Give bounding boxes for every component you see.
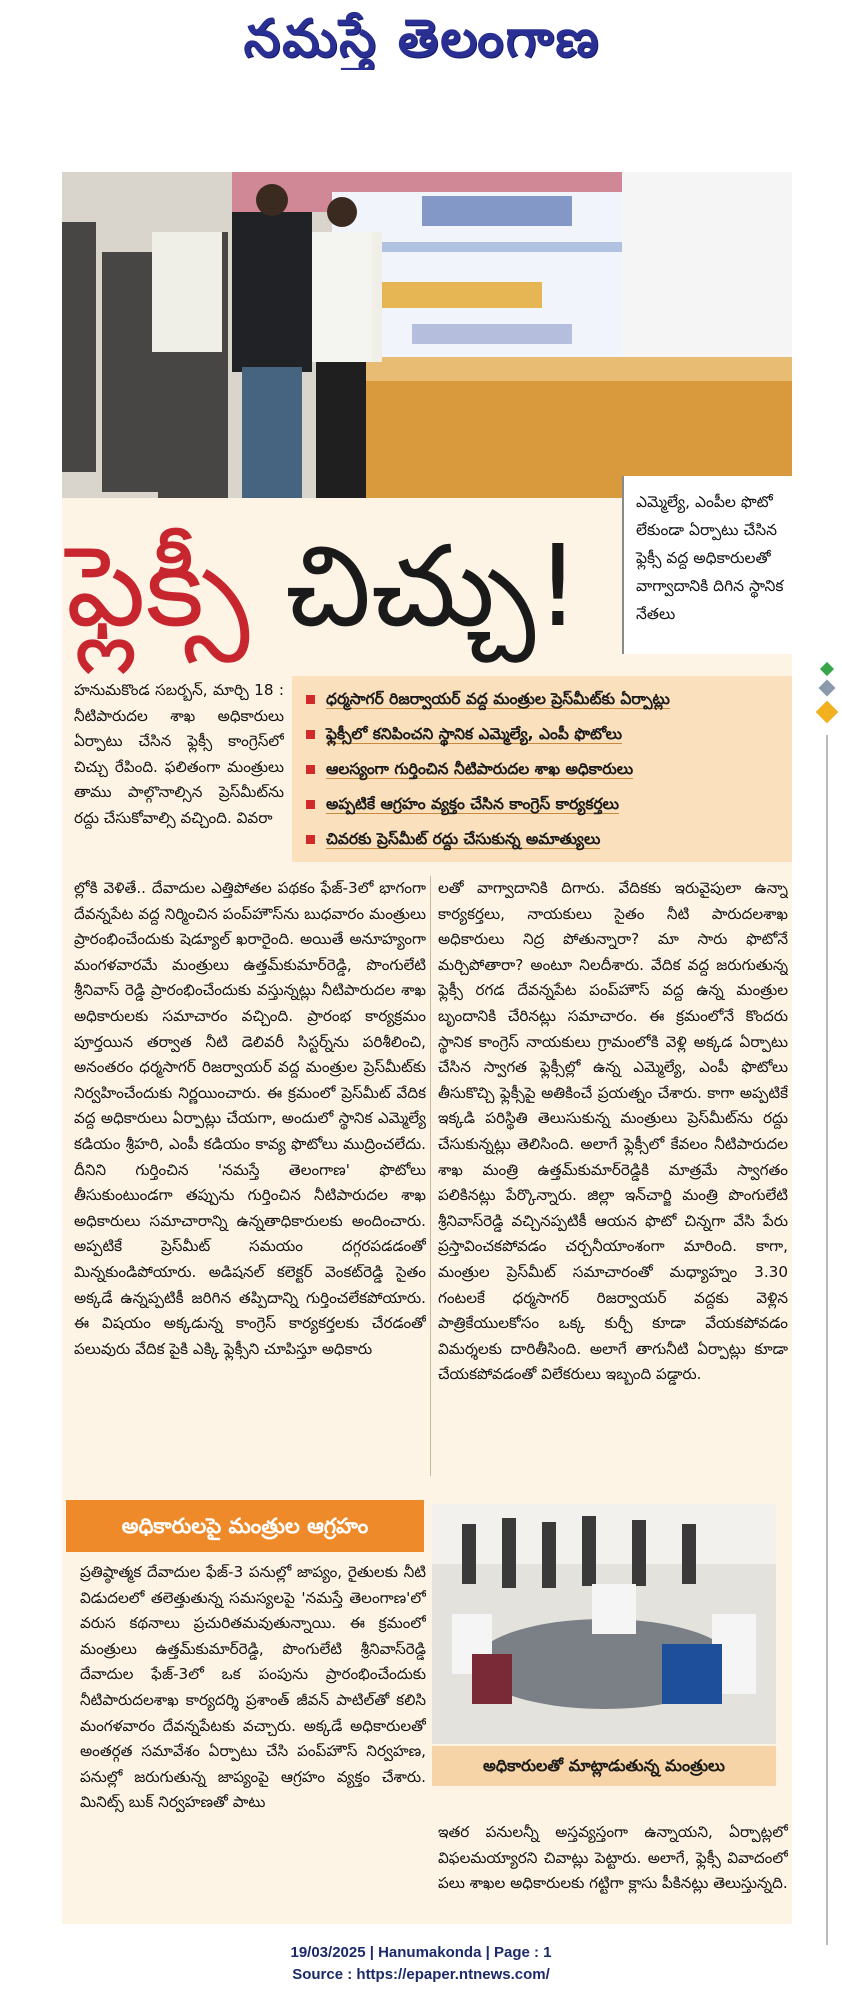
green-diamond-icon [820, 662, 834, 676]
sub-article-text: ప్రతిష్ఠాత్మక దేవాదుల ఫేజ్-3 పనుల్లో జాప్యం, రైతులకు నీటి విడుదలలో తలెత్తుతున్న సమస్యలపై 'నమస్తే తెలంగాణ'లో వరుస కథనాలు ప్రచురితమవుతున్నాయి. ఈ క్రమంలో మంత్రులు ఉత్తమ్‌కుమార్‌రెడ్డి, పొంగులేటి శ్రీనివాస్‌రెడ్డి దేవాదుల ఫేజ్-3లో ఒక పంపును ప్రారంభించేందుకు నీటిపారుదలశాఖ కార్యదర్శి ప్రశాంత్ జీవన్ పాటిల్‌తో కలిసి మంగళవారం దేవన్నపేటకు వచ్చారు. అక్కడే అధికారులతో అంతర్గత సమావేశం ఏర్పాటు చేసి పంప్‌హౌస్ నిర్వహణ, పనుల్లో జరుగుతున్న జాప్యంపై ఆగ్రహం వ్యక్తం చేశారు. మినిట్స్ బుక్ నిర్వహణతో పాటు [80, 1563, 426, 1812]
footer-source-link[interactable]: Source : https://epaper.ntnews.com/ [292, 1966, 550, 1983]
highlights-box [292, 676, 792, 862]
masthead [0, 0, 842, 90]
highlight-item: చివరకు ప్రెస్‌మీట్ రద్దు చేసుకున్న అమాత్యులు [304, 822, 782, 857]
photo-caption-top: ఎమ్మెల్యే, ఎంపీల ఫొటో లేకుండా ఏర్పాటు చేసిన ఫ్లెక్సీ వద్ద అధికారులతో వాగ్వాదానికి దిగిన స్థానిక నేతలు [622, 476, 794, 654]
top-news-photo [62, 172, 792, 498]
footer-date-edition: 19/03/2025 | Hanumakonda | Page : 1 [290, 1944, 552, 1961]
meeting-photo-caption: అధికారులతో మాట్లాడుతున్న మంత్రులు [432, 1746, 776, 1786]
article-text-column-left: ల్లోకి వెళితే.. దేవాదుల ఎత్తిపోతల పథకం ఫేజ్-3లో భాగంగా దేవన్నపేట వద్ద నిర్మించిన పంప్‌హౌస్‌ను బుధవారం మంత్రులు ప్రారంభించేందుకు షెడ్యూల్ ఖరారైంది. అయితే అనూహ్యంగా మంగళవారమే మంత్రులు ఉత్తమ్‌కుమార్‌రెడ్డి, పొంగులేటి శ్రీనివాస్ రెడ్డి ప్రారంభించేందుకు వస్తున్నట్లు నీటిపారుదల శాఖ అధికారులకు సమాచారం వచ్చింది. ప్రారంభ కార్యక్రమం పూర్తయిన తర్వాత నీటి డెలివరీ సిస్టర్న్‌ను పరిశీలించి, అనంతరం ధర్మసాగర్ రిజర్వాయర్ వద్ద మంత్రుల ప్రెస్‌మీట్‌కు నిర్వహించేందుకు నిర్ణయించారు. ఈ క్రమంలో ప్రెస్‌మీట్ వేదిక వద్ద అధికారులు ఏర్పాట్లు చేయగా, అందులో స్థానిక ఎమ్మెల్యే కడియం శ్రీహరి, ఎంపీ కడియం కావ్య ఫొటోలు ముద్రించలేదు. దీనిని గుర్తించిన 'నమస్తే తెలంగాణ' ఫొటోలు తీసుకుంటుండగా తప్పును గుర్తించిన నీటిపారుదల శాఖ అధికారులు సమాచారాన్ని ఉన్నతాధికారులకు అందించారు. అప్పటికే ప్రెస్‌మీట్ సమయం దగ్గరపడడంతో మిన్నకుండిపోయారు. అడిషనల్ కలెక్టర్ వెంకట్‌రెడ్డి సైతం అక్కడే ఉన్నప్పటికీ జరిగిన తప్పిదాన్ని గుర్తించలేకపోయారు. ఈ విషయం అక్కడున్న కాంగ్రెస్ కార్యకర్తలకు చేరడంతో పలువురు వేదిక పైకి ఎక్కి ఫ్లెక్సీని చూపిస్తూ అధికారు [74, 879, 426, 1358]
newspaper-title: నమస్తే తెలంగాణ [243, 8, 601, 69]
article-text-column-right: లతో వాగ్వాదానికి దిగారు. వేదికకు ఇరువైపులా ఉన్నా కార్యకర్తలు, నాయకులు సైతం నీటి పారుదలశాఖ అధికారులు నిద్ర పోతున్నారా? మా సారు ఫొటోనే మర్చిపోతారా? అంటూ నిలదీశారు. వేదిక వద్ద జరుగుతున్న ఫ్లెక్సీ రగడ దేవన్నపేట పంప్‌హౌస్ వద్ద ఉన్న మంత్రుల బృందానికి చేరినట్లు సమాచారం. ఈ క్రమంలోనే కొందరు స్థానిక కాంగ్రెస్ నాయకులు గ్రామంలోకి వెళ్లి అక్కడ ఏర్పాటు చేసిన స్వాగత ఫ్లెక్సీల్లో ఉన్న ఎమ్మెల్యే, ఎంపీ ఫొటోలు తీసుకొచ్చి ఫ్లెక్సీపై అతికించే ప్రయత్నం చేశారు. కాగా అప్పటికే ఇక్కడి పరిస్థితి తెలుసుకున్న మంత్రులు ప్రెస్‌మీట్‌ను రద్దు చేసుకున్నట్లు తెలిసింది. అలాగే ఫ్లెక్సీలో కేవలం నీటిపారుదల శాఖ మంత్రి ఉత్తమ్‌కుమార్‌రెడ్డికి మాత్రమే స్వాగతం పలికినట్లు పేర్కొన్నారు. జిల్లా ఇన్‌చార్జి మంత్రి పొంగులేటి శ్రీనివాస్‌రెడ్డి వచ్చినప్పటికీ ఆయన ఫొటో చిన్నగా వేసి పేరు ప్రస్తావించకపోవడం చర్చనీయాంశంగా మారింది. కాగా, మంత్రుల ప్రెస్‌మీట్ సమాచారంతో మధ్యాహ్నం 3.30 గంటలకే ధర్మసాగర్ రిజర్వాయర్ వద్దకు వెళ్లిన పాత్రికేయులకోసం ఒక్క కుర్చీ కూడా వేయకపోవడం విమర్శలకు దారితీసింది. అలాగే తాగునీటి ఏర్పాట్లు కూడా చేయకపోవడంతో విలేకరులు ఇబ్బంది పడ్డారు. [438, 879, 788, 1384]
highlight-item: ఫ్లెక్సీలో కనిపించని స్థానిక ఎమ్మెల్యే, ఎంపీ ఫొటోలు [304, 717, 782, 752]
column-divider [430, 876, 431, 1476]
highlight-item: ధర్మసాగర్ రిజర్వాయర్ వద్ద మంత్రుల ప్రెస్‌మీట్‌కు ఏర్పాట్లు [304, 682, 782, 717]
headline-word-1: ఫ్లెక్సీ [66, 522, 250, 652]
highlight-item: ఆలస్యంగా గుర్తించిన నీటిపారుదల శాఖ అధికారులు [304, 752, 782, 787]
headline-word-2: చిచ్చు! [285, 522, 581, 652]
highlight-item: అప్పటికే ఆగ్రహం వ్యక్తం చేసిన కాంగ్రెస్ కార్యకర్తలు [304, 787, 782, 822]
sub-article-heading: అధికారులపై మంత్రుల ఆగ్రహం [66, 1500, 424, 1552]
meeting-photo [432, 1504, 776, 1744]
headline [66, 512, 626, 662]
yellow-diamond-icon [816, 701, 839, 724]
side-divider [826, 735, 828, 1945]
sub-article-text-continued: ఇతర పనులన్నీ అస్తవ్యస్తంగా ఉన్నాయని, ఏర్పాట్లలో విఫలమయ్యారని చివాట్లు పెట్టారు. అలాగే, ఫ్లెక్సీ వివాదంలో పలు శాఖల అధికారులకు గట్టిగా క్లాసు పీకినట్లు తెలుస్తున్నది. [438, 1823, 788, 1893]
gray-diamond-icon [819, 680, 836, 697]
article-text-intro: హనుమకొండ సబర్బన్, మార్చి 18 : నీటిపారుదల శాఖ అధికారులు ఏర్పాటు చేసిన ఫ్లెక్సీ కాంగ్రెస్‌లో చిచ్చు రేపింది. ఫలితంగా మంత్రులు తాము పాల్గొనాల్సిన ప్రెస్‌మీట్‌ను రద్దు చేసుకోవాల్సి వచ్చింది. వివరా [74, 681, 284, 827]
